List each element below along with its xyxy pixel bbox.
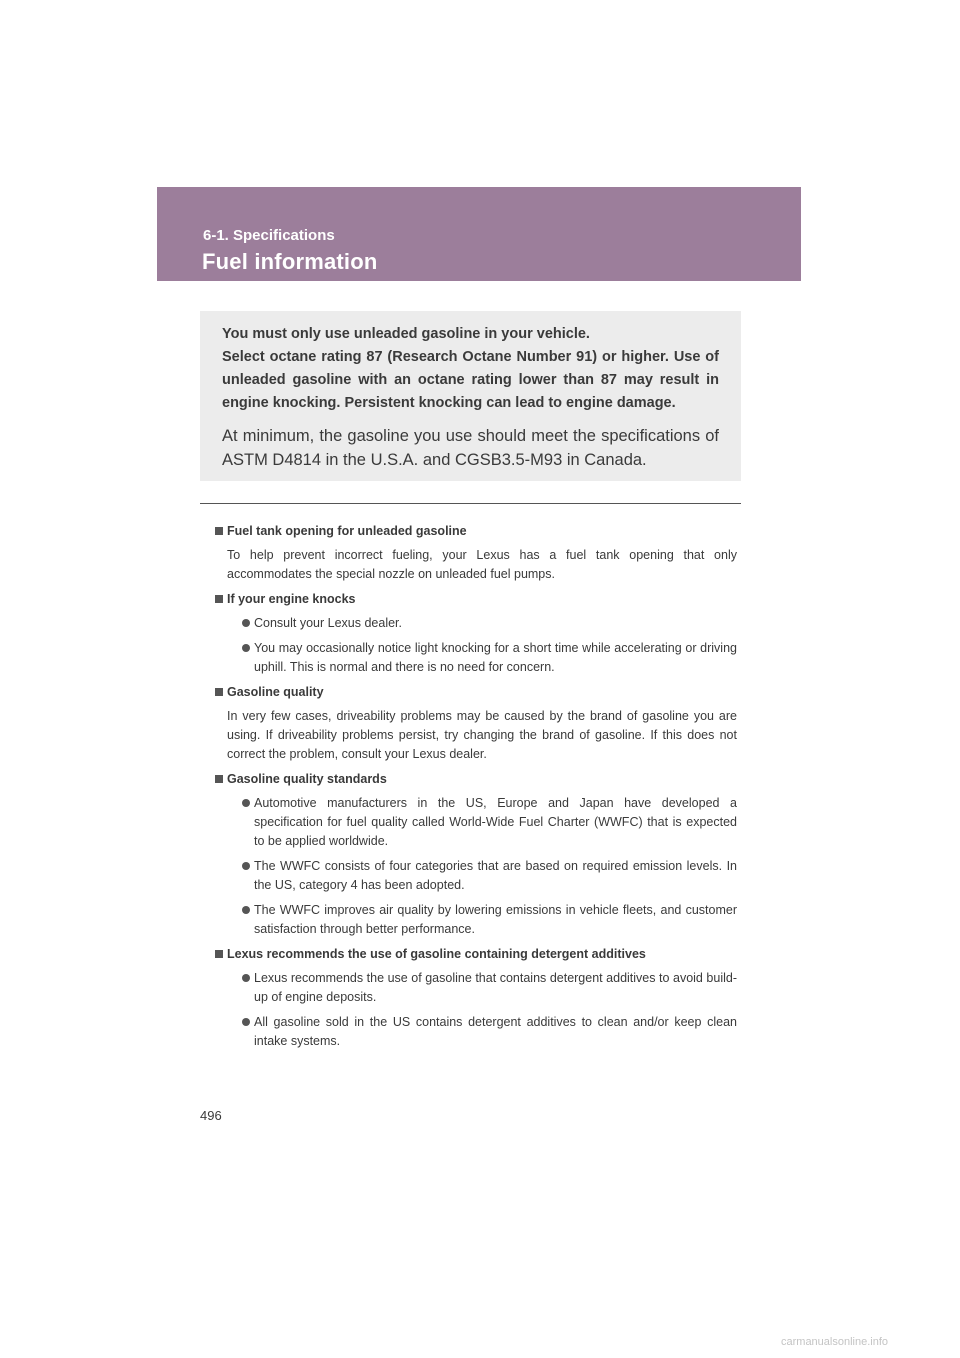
page-title: Fuel information — [202, 249, 378, 274]
section-paragraph: To help prevent incorrect fueling, your Lexus has a fuel tank opening that only accommodates the special nozzle on unleaded fuel pumps. — [227, 548, 737, 581]
section-heading-text: Fuel tank opening for unleaded gasoline — [227, 524, 467, 538]
circle-bullet-icon — [242, 906, 250, 914]
summary-bold-line-1: You must only use unleaded gasoline in your vehicle. — [222, 326, 590, 342]
section-heading — [215, 770, 737, 789]
bullet-item — [243, 969, 737, 1007]
divider — [200, 503, 741, 504]
square-bullet-icon — [215, 595, 223, 603]
bullet-text: Consult your Lexus dealer. — [254, 616, 403, 630]
square-bullet-icon — [215, 950, 223, 958]
section-heading-text: If your engine knocks — [227, 592, 356, 606]
bullet-text: You may occasionally notice light knocking for a short time while accelerating or driving uphill. This is normal and there is no need for concern. — [254, 641, 737, 674]
square-bullet-icon — [215, 775, 223, 783]
bullet-text: Lexus recommends the use of gasoline that contains detergent additives to avoid build-up of engine deposits. — [254, 971, 737, 1004]
circle-bullet-icon — [242, 862, 250, 870]
square-bullet-icon — [215, 527, 223, 535]
section-label: 6-1. Specifications — [203, 227, 335, 244]
bullet-item — [243, 614, 737, 633]
bullet-text: The WWFC improves air quality by lowering emissions in vehicle fleets, and customer satisfaction through better performance. — [254, 903, 737, 936]
bullet-text: The WWFC consists of four categories that are based on required emission levels. In the US, category 4 has been adopted. — [254, 859, 737, 892]
header-band — [157, 187, 801, 281]
bullet-item — [243, 639, 737, 677]
summary-normal-text: At minimum, the gasoline you use should meet the specifications of ASTM D4814 in the U.S.A. and CGSB3.5-M93 in Canada. — [222, 427, 719, 469]
circle-bullet-icon — [242, 1018, 250, 1026]
bullet-item — [243, 901, 737, 939]
bullet-text: Automotive manufacturers in the US, Europe and Japan have developed a specification for fuel quality called World-Wide Fuel Charter (WWFC) that is expected to be applied worldwide. — [254, 796, 737, 848]
content — [215, 522, 737, 1057]
section-heading — [215, 683, 737, 702]
section-heading — [215, 945, 737, 964]
circle-bullet-icon — [242, 799, 250, 807]
bullet-item — [243, 1013, 737, 1051]
summary-bold-line-2: Select octane rating 87 (Research Octane Number 91) or higher. Use of unleaded gasoline with an octane rating lower than 87 may result in engine knocking. Persistent knocking can lead to engine damage. — [222, 349, 719, 411]
circle-bullet-icon — [242, 619, 250, 627]
summary-box — [200, 311, 741, 481]
section-heading-text: Gasoline quality — [227, 685, 324, 699]
section-heading — [215, 590, 737, 609]
square-bullet-icon — [215, 688, 223, 696]
page-number: 496 — [200, 1108, 222, 1123]
bullet-text: All gasoline sold in the US contains detergent additives to clean and/or keep clean intake systems. — [254, 1015, 737, 1048]
watermark: carmanualsonline.info — [781, 1336, 889, 1348]
circle-bullet-icon — [242, 974, 250, 982]
section-heading-text: Lexus recommends the use of gasoline containing detergent additives — [227, 947, 646, 961]
section-heading-text: Gasoline quality standards — [227, 772, 387, 786]
section-heading — [215, 522, 737, 541]
bullet-item — [243, 857, 737, 895]
section-paragraph: In very few cases, driveability problems may be caused by the brand of gasoline you are using. If driveability problems persist, try changing the brand of gasoline. If this does not correct the problem, consult your Lexus dealer. — [227, 709, 737, 761]
bullet-item — [243, 794, 737, 851]
circle-bullet-icon — [242, 644, 250, 652]
